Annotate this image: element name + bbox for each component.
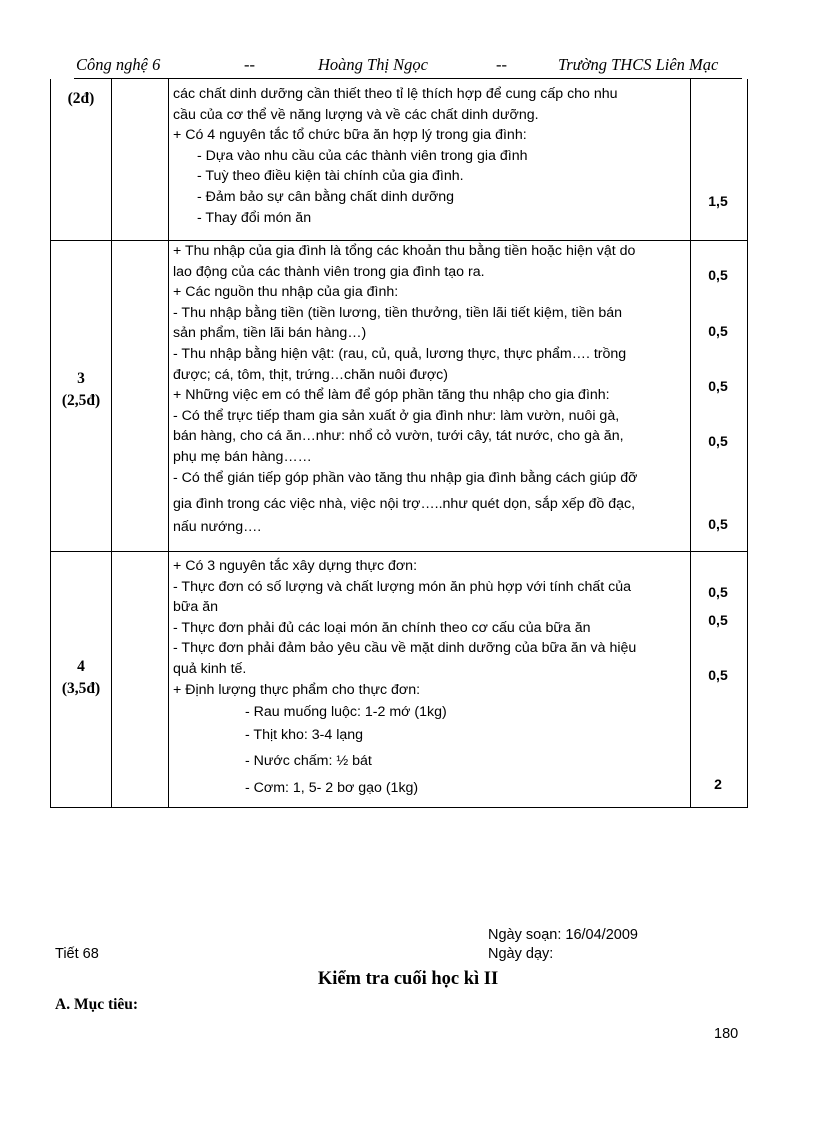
answer-line: - Đảm bảo sự cân bằng chất dinh dưỡng — [197, 188, 455, 205]
answer-line: - Có thể trực tiếp tham gia sản xuất ở gia đình như: làm vườn, nuôi gà, — [173, 407, 620, 424]
answer-line: + Các nguồn thu nhập của gia đình: — [173, 284, 399, 301]
lesson-number: Tiết 68 — [55, 946, 99, 962]
score: 0,5 — [708, 612, 728, 628]
header-school: Trường THCS Liên Mạc — [558, 55, 719, 74]
answer-line: phụ mẹ bán hàng…… — [173, 448, 312, 465]
header-separator: -- — [244, 55, 255, 74]
header-author: Hoàng Thị Ngọc — [318, 55, 429, 74]
answer-line: - Cơm: 1, 5- 2 bơ gạo (1kg) — [245, 779, 419, 796]
running-header — [74, 52, 742, 79]
answer-line: cầu của cơ thể về năng lượng và về các chất dinh dưỡng. — [173, 106, 539, 123]
score: 2 — [714, 776, 722, 792]
date-taught: Ngày dạy: — [488, 946, 554, 962]
answer-line: + Định lượng thực phẩm cho thực đơn: — [173, 681, 421, 698]
answer-line: được; cá, tôm, thịt, trứng…chăn nuôi được) — [173, 366, 448, 383]
header-separator: -- — [496, 55, 507, 74]
answer-cell — [173, 84, 618, 228]
header-subject: Công nghệ 6 — [76, 55, 161, 74]
score: 0,5 — [708, 584, 728, 600]
answer-line: quả kinh tế. — [173, 660, 247, 677]
answer-line: bán hàng, cho cá ăn…như: nhổ cỏ vườn, tưới cây, tát nước, cho gà ăn, — [173, 428, 624, 445]
page-number: 180 — [714, 1026, 739, 1042]
answer-line: + Có 3 nguyên tắc xây dựng thực đơn: — [173, 558, 418, 574]
score: 0,5 — [708, 667, 728, 683]
answer-line: + Có 4 nguyên tắc tổ chức bữa ăn hợp lý trong gia đình: — [173, 127, 527, 144]
answer-line: - Thực đơn phải đảm bảo yêu cầu về mặt dinh dưỡng của bữa ăn và hiệu — [173, 640, 637, 657]
answer-line: gia đình trong các việc nhà, việc nội trợ…..như quét dọn, sắp xếp đồ đạc, — [173, 496, 636, 513]
answer-line: - Thực đơn có số lượng và chất lượng món ăn phù hợp với tính chất của — [173, 578, 632, 595]
answer-line: bữa ăn — [173, 599, 219, 616]
score: 0,5 — [708, 516, 728, 532]
answer-line: + Thu nhập của gia đình là tổng các khoản thu bằng tiền hoặc hiện vật do — [173, 243, 636, 259]
score: 1,5 — [708, 193, 728, 209]
question-label: 3 (2,5đ) — [61, 370, 101, 409]
answer-line: sản phẩm, tiền lãi bán hàng…) — [173, 325, 367, 342]
score: 0,5 — [708, 267, 728, 283]
answer-line: - Tuỳ theo điều kiện tài chính của gia đình. — [197, 168, 464, 185]
answer-line: nấu nướng…. — [173, 518, 262, 535]
score: 0,5 — [708, 323, 728, 339]
answer-line: - Thực đơn phải đủ các loại món ăn chính theo cơ cấu của bữa ăn — [173, 619, 591, 636]
answer-line: - Thu nhập bằng tiền (tiền lương, tiền thưởng, tiền lãi tiết kiệm, tiền bán — [173, 304, 623, 321]
answer-line: - Dựa vào nhu cầu của các thành viên trong gia đình — [197, 147, 528, 164]
answer-line: - Rau muống luộc: 1-2 mớ (1kg) — [245, 704, 447, 721]
answer-cell — [173, 556, 636, 799]
answer-line: + Những việc em có thể làm để góp phần tăng thu nhập cho gia đình: — [173, 387, 610, 404]
answer-cell — [173, 241, 637, 537]
answer-line: lao động của các thành viên trong gia đình tạo ra. — [173, 263, 485, 280]
page-title: Kiểm tra cuối học kì II — [317, 969, 499, 989]
answer-line: - Thay đổi món ăn — [197, 209, 312, 226]
answer-line: - Nước chấm: ½ bát — [245, 753, 372, 770]
question-label: (2đ) — [67, 90, 95, 107]
score: 0,5 — [708, 378, 728, 394]
section-heading: A. Mục tiêu: — [55, 996, 139, 1013]
question-label: 4 (3,5đ) — [61, 658, 101, 697]
date-prepared: Ngày soạn: 16/04/2009 — [488, 927, 638, 943]
answer-line: - Thu nhập bằng hiện vật: (rau, củ, quả, lương thực, thực phẩm…. trồng — [173, 345, 627, 362]
answer-line: các chất dinh dưỡng cần thiết theo tỉ lệ thích hợp để cung cấp cho nhu — [173, 86, 618, 102]
score: 0,5 — [708, 433, 728, 449]
answer-line: - Thịt kho: 3-4 lạng — [245, 726, 364, 743]
answer-line: - Có thể gián tiếp góp phần vào tăng thu nhập gia đình bằng cách giúp đỡ — [173, 469, 638, 486]
